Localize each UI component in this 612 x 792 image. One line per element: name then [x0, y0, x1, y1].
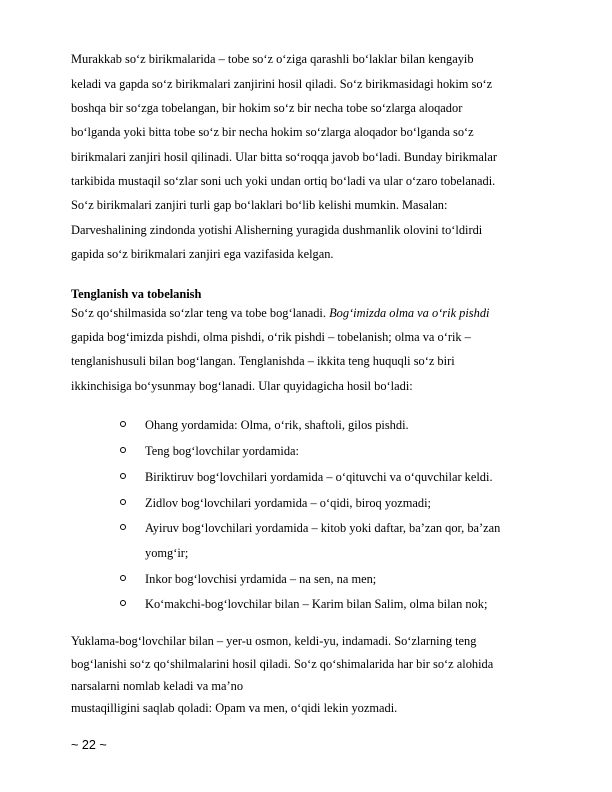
circle-bullet-icon — [120, 499, 126, 505]
list-item-text: yomgʻir; — [145, 546, 189, 560]
paragraph1-line: tarkibida mustaqil soʻzlar soni uch yoki undan ortiq boʻladi va ular oʻzaro tobelanadi. — [71, 174, 496, 188]
paragraph2-line: Yuklama-bogʻlovchilar bilan – yer-u osmon, keldi-yu, indamadi. Soʻzlarning teng — [71, 634, 477, 648]
paragraph2-line: narsalarni nomlab keladi va ma’no — [71, 679, 244, 693]
circle-bullet-icon — [120, 524, 126, 530]
paragraph1-line: boʻlganda yoki bitta tobe soʻz bir necha hokim soʻzlarga aloqador boʻlganda soʻz — [71, 125, 474, 139]
list-item-text: Teng bogʻlovchilar yordamida: — [145, 444, 299, 458]
intro-plain-text: Soʻz qoʻshilmasida soʻzlar teng va tobe bogʻlanadi. — [71, 306, 330, 320]
circle-bullet-icon — [120, 447, 126, 453]
paragraph2-line: bogʻlanishi soʻz qoʻshilmalarini hosil qiladi. Soʻz qoʻshimalarida har bir soʻz alohida — [71, 657, 494, 671]
paragraph1-line: boshqa bir soʻzga tobelangan, bir hokim soʻz bir necha tobe soʻzlarga aloqador — [71, 101, 463, 115]
paragraph1-line: Soʻz birikmalari zanjiri turli gap boʻlaklari boʻlib kelishi mumkin. Masalan: — [71, 198, 448, 212]
paragraph1-line: Darveshalining zindonda yotishi Alisherning yuragida dushmanlik olovini toʻldirdi — [71, 223, 483, 237]
section-line: gapida bogʻimizda pishdi, olma pishdi, oʻrik pishdi – tobelanish; olma va oʻrik – — [71, 330, 471, 344]
list-item-text: Ayiruv bogʻlovchilari yordamida – kitob yoki daftar, ba’zan qor, ba’zan — [145, 521, 501, 535]
intro-italic-example: Bogʻimizda olma va oʻrik pishdi — [329, 306, 490, 320]
section-intro-line — [71, 305, 489, 321]
list-item-text: Zidlov bogʻlovchilari yordamida – oʻqidi, biroq yozmadi; — [145, 496, 431, 510]
paragraph1-line: Murakkab soʻz birikmalarida – tobe soʻz oʻziga qarashli boʻlaklar bilan kengayib — [71, 52, 474, 66]
paragraph2-line: mustaqilligini saqlab qoladi: Opam va men, oʻqidi lekin yozmadi. — [71, 701, 398, 715]
section-line: tenglanishusuli bilan bogʻlangan. Tenglanishda – ikkita teng huquqli soʻz biri — [71, 354, 455, 368]
paragraph1-line: gapida soʻz birikmalari zanjiri ega vazifasida kelgan. — [71, 247, 334, 261]
list-item-text: Ohang yordamida: Olma, oʻrik, shaftoli, gilos pishdi. — [145, 418, 409, 432]
list-item-text: Inkor bogʻlovchisi yrdamida – na sen, na men; — [145, 572, 377, 586]
circle-bullet-icon — [120, 600, 126, 606]
list-item-text: Koʻmakchi-bogʻlovchilar bilan – Karim bilan Salim, olma bilan nok; — [145, 597, 488, 611]
list-item-text: Biriktiruv bogʻlovchilari yordamida – oʻqituvchi va oʻquvchilar keldi. — [145, 470, 493, 484]
section-line: ikkinchisiga boʻysunmay bogʻlanadi. Ular quyidagicha hosil boʻladi: — [71, 379, 413, 393]
circle-bullet-icon — [120, 473, 126, 479]
circle-bullet-icon — [120, 421, 126, 427]
page-number: ~ 22 ~ — [71, 738, 107, 752]
circle-bullet-icon — [120, 575, 126, 581]
paragraph1-line: birikmalari zanjiri hosil qilinadi. Ular bitta soʻroqqa javob boʻladi. Bunday birikmalar — [71, 150, 497, 164]
paragraph1-line: keladi va gapda soʻz birikmalari zanjirini hosil qiladi. Soʻz birikmasidagi hokim soʻz — [71, 77, 493, 91]
section-heading: Tenglanish va tobelanish — [71, 287, 202, 301]
